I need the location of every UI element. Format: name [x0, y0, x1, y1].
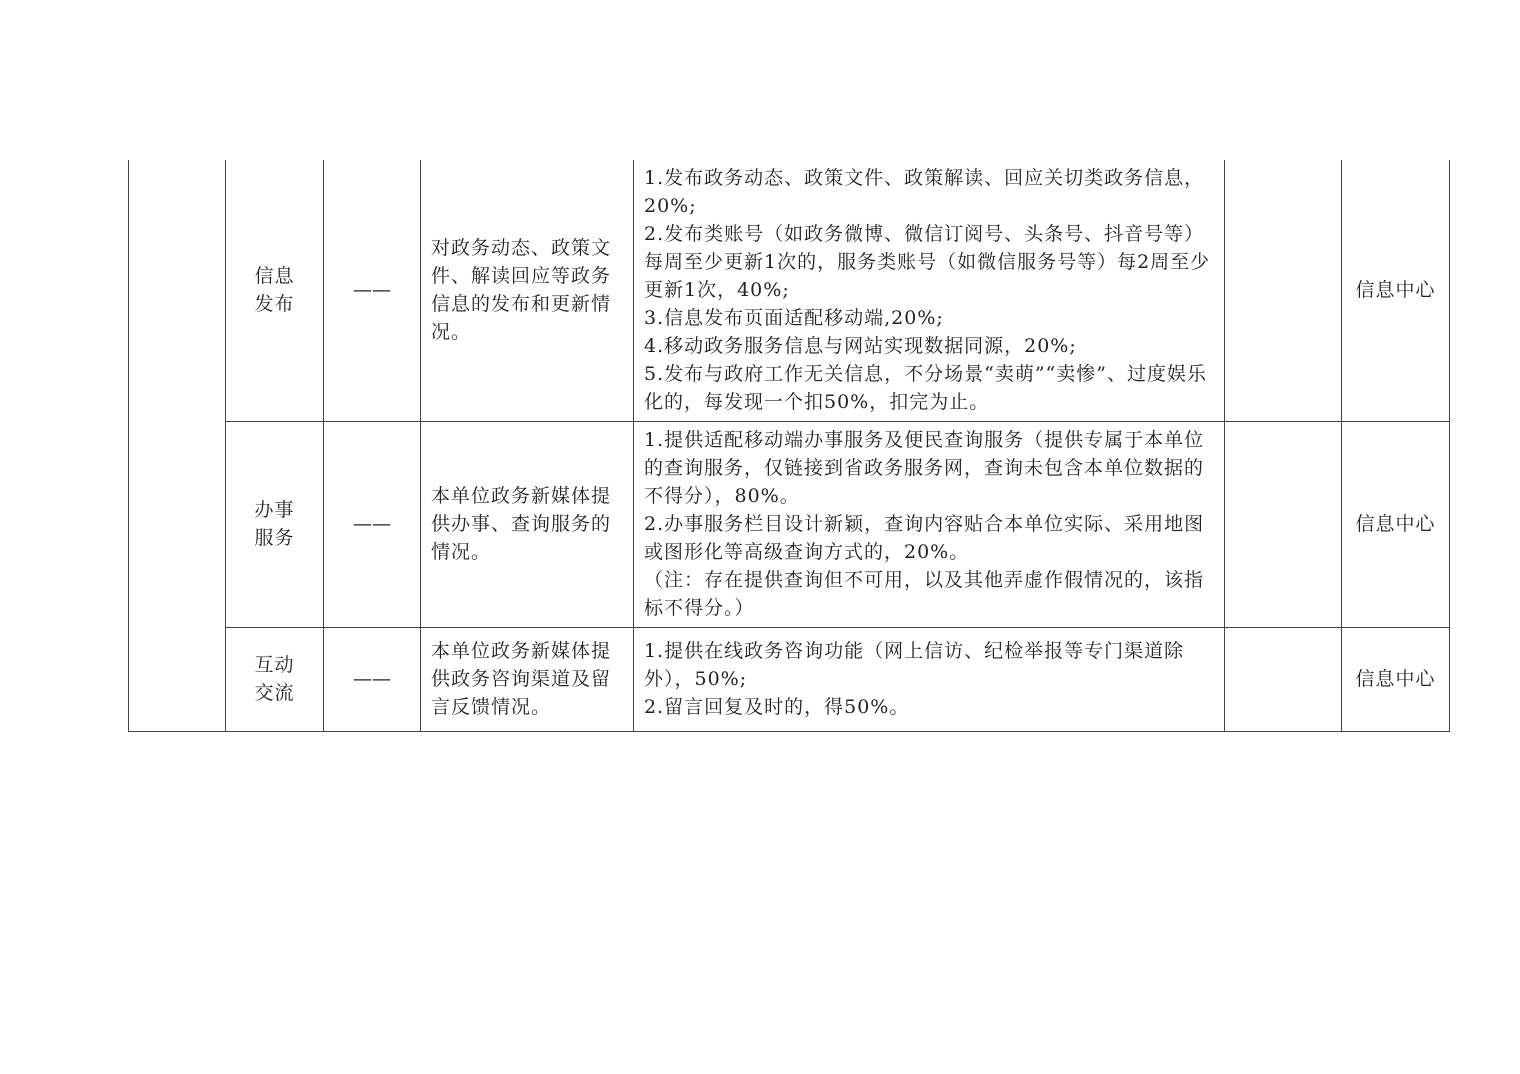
criteria-item: 4.移动政务服务信息与网站实现数据同源，20%;	[644, 335, 1077, 358]
indicator-name: 信息发布	[226, 160, 324, 421]
responsible-unit: 信息中心	[1342, 421, 1450, 627]
score-cell: ——	[324, 421, 421, 627]
score-cell: ——	[324, 627, 421, 731]
evaluation-table	[128, 160, 1450, 732]
criteria-item: （注：存在提供查询但不可用，以及其他弄虚作假情况的，该指标不得分。）	[644, 569, 1205, 619]
criteria-item: 2.办事服务栏目设计新颖，查询内容贴合本单位实际、采用地图或图形化等高级查询方式的，20%。	[644, 513, 1205, 563]
criteria-item: 2.发布类账号（如政务微博、微信订阅号、头条号、抖音号等）每周至少更新1次的，服务类账号（如微信服务号等）每2周至少更新1次，40%;	[644, 223, 1211, 302]
remark-cell	[1225, 627, 1342, 731]
responsible-unit: 信息中心	[1342, 627, 1450, 731]
remark-cell	[1225, 160, 1342, 421]
criteria-item: 1.提供适配移动端办事服务及便民查询服务（提供专属于本单位的查询服务，仅链接到省政务服务网，查询未包含本单位数据的不得分），80%。	[644, 429, 1205, 507]
indicator-name: 办事服务	[226, 421, 324, 627]
criteria-item: 1.提供在线政务咨询功能（网上信访、纪检举报等专门渠道除外），50%;	[644, 640, 1185, 690]
criteria-item: 1.发布政务动态、政策文件、政策解读、回应关切类政务信息，20%;	[644, 167, 1205, 218]
indicator-description: 本单位政务新媒体提供政务咨询渠道及留言反馈情况。	[421, 627, 634, 731]
table-row	[129, 160, 1450, 421]
indicator-description: 本单位政务新媒体提供办事、查询服务的情况。	[421, 421, 634, 627]
scoring-criteria	[634, 627, 1225, 731]
table-row	[129, 421, 1450, 627]
criteria-item: 2.留言回复及时的，得50%。	[644, 696, 910, 718]
indicator-description: 对政务动态、政策文件、解读回应等政务信息的发布和更新情况。	[421, 160, 634, 421]
responsible-unit: 信息中心	[1342, 160, 1450, 421]
criteria-item: 3.信息发布页面适配移动端,20%;	[644, 307, 944, 330]
table-row	[129, 627, 1450, 731]
indicator-name: 互动交流	[226, 627, 324, 731]
remark-cell	[1225, 421, 1342, 627]
score-cell: ——	[324, 160, 421, 421]
category-cell	[129, 160, 226, 731]
scoring-criteria	[634, 421, 1225, 627]
scoring-criteria	[634, 160, 1225, 421]
criteria-item: 5.发布与政府工作无关信息，不分场景“卖萌”“卖惨”、过度娱乐化的，每发现一个扣50%，扣完为止。	[644, 363, 1207, 414]
